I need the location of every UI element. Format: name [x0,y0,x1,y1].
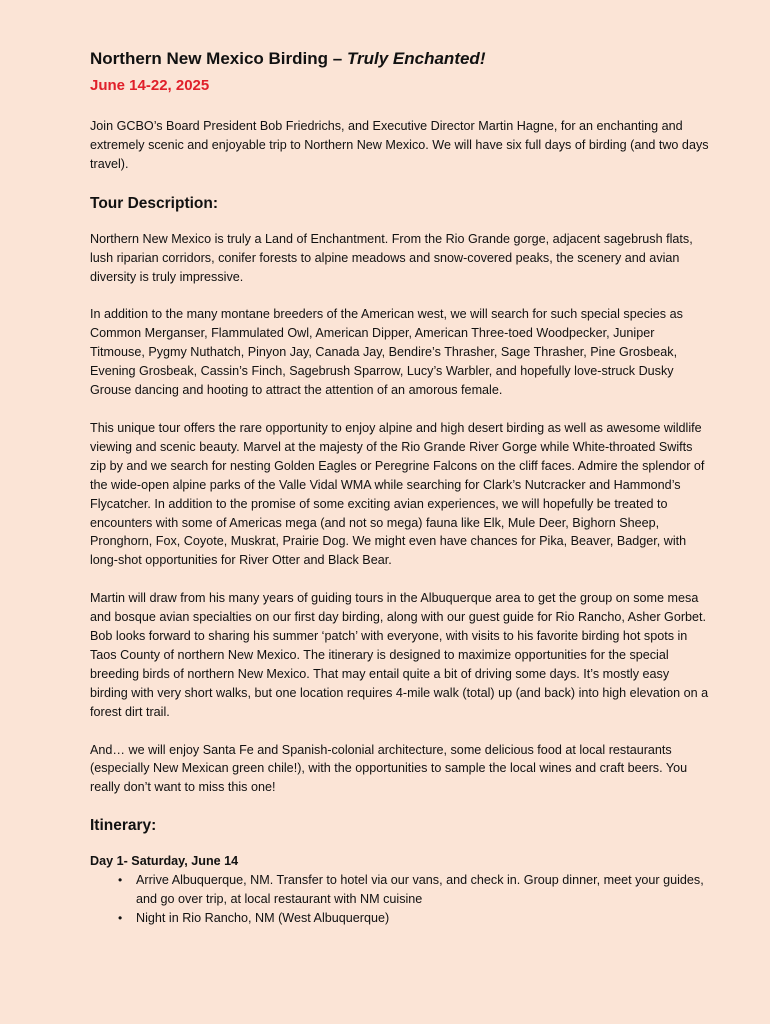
list-item-text: Night in Rio Rancho, NM (West Albuquerque) [136,911,390,925]
list-item-text: Arrive Albuquerque, NM. Transfer to hotel via our vans, and check in. Group dinner, meet your guides, and go over trip, at local restaurant with NM cuisine [136,873,704,907]
itinerary-heading: Itinerary: [90,817,157,835]
tour-description-heading: Tour Description: [90,194,219,212]
title-main: Northern New Mexico Birding – [90,49,347,68]
tour-paragraph-1: Northern New Mexico is truly a Land of Enchantment. From the Rio Grande gorge, adjacent sagebrush flats, lush riparian corridors, conifer forests to alpine meadows and snow-covered peaks, the scenery and avian diversity is truly impressive. [90,231,693,284]
itinerary-day-list [90,871,710,928]
tour-paragraph-3: This unique tour offers the rare opportunity to enjoy alpine and high desert birding as well as awesome wildlife viewing and scenic beauty. Marvel at the majesty of the Rio Grande River Gorge while White-throated Swifts zip by and we search for nesting Golden Eagles or Peregrine Falcons on the cliff faces. Admire the splendor of the wide-open alpine parks of the Valle Vidal WMA while searching for Clark’s Nutcracker and Hammond’s Flycatcher. In addition to the promise of some exciting avian experiences, we will hopefully be treated to encounters with some of Americas mega (and not so mega) fauna like Elk, Mule Deer, Bighorn Sheep, Pronghorn, Fox, Coyote, Muskrat, Prairie Dog. We might even have chances for Pika, Beaver, Badger, with long-shot opportunities for River Otter and Black Bear. [90,420,705,568]
intro-paragraph: Join GCBO’s Board President Bob Friedrichs, and Executive Director Martin Hagne, for an enchanting and extremely scenic and enjoyable trip to Northern New Mexico. We will have six full days of birding (and two days travel). [90,119,709,171]
itinerary-day-title: Day 1- Saturday, June 14 [90,854,239,869]
title-emphasis: Truly Enchanted! [346,49,486,68]
document-page [90,48,710,928]
tour-date: June 14-22, 2025 [90,77,210,94]
list-item [90,871,710,909]
tour-paragraph-5: And… we will enjoy Santa Fe and Spanish-colonial architecture, some delicious food at local restaurants (especially New Mexican green chile!), with the opportunities to sample the local wines and craft beers. You really don’t want to miss this one! [90,742,688,795]
bullet-icon: • [118,911,123,925]
tour-paragraph-4: Martin will draw from his many years of guiding tours in the Albuquerque area to get the group on some mesa and bosque avian specialties on our first day birding, along with our guest guide for Rio Rancho, Asher Gorbet. Bob looks forward to sharing his summer ‘patch’ with everyone, with visits to his favorite birding hot spots in Taos County of northern New Mexico. The itinerary is designed to maximize opportunities for the special breeding birds of northern New Mexico. That may entail quite a bit of driving some days. It’s mostly easy birding with very short walks, but one location requires 4-mile walk (total) up (and back) into high elevation on a forest dirt trail. [90,591,709,719]
bullet-icon: • [118,873,123,888]
list-item [90,909,710,928]
page-title [90,48,710,70]
tour-paragraph-2: In addition to the many montane breeders of the American west, we will search for such special species as Common Merganser, Flammulated Owl, American Dipper, American Three-toed Woodpecker, Juniper Titmouse, Pygmy Nuthatch, Pinyon Jay, Canada Jay, Bendire’s Thrasher, Sage Thrasher, Pine Grosbeak, Evening Grosbeak, Cassin’s Finch, Sagebrush Sparrow, Lucy’s Warbler, and hopefully love-struck Dusky Grouse dancing and hooting to attract the attention of an amorous female. [90,307,683,398]
